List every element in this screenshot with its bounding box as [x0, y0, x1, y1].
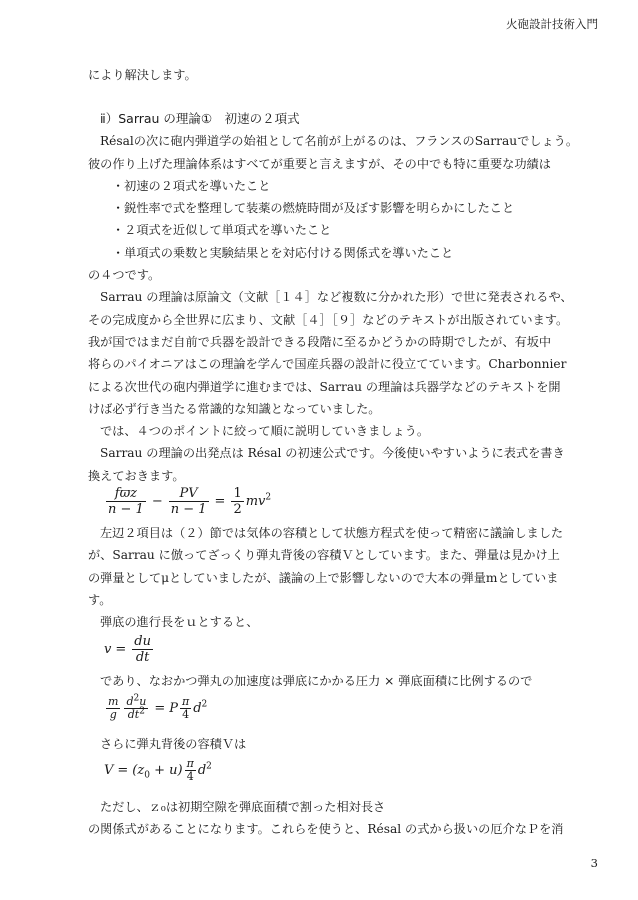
text-line: 換えておきます。	[88, 468, 185, 483]
text-line: Résalの次に砲内弾道学の始祖として名前が上がるのは、フランスのSarrauでしょう。	[100, 134, 579, 149]
text-line: 将らのパイオニアはこの理論を学んで国産兵器の設計に役立てています。Charbonnier	[88, 357, 567, 372]
text-line: では、４つのポイントに絞って順に説明していきましょう。	[100, 424, 430, 438]
text-line: Sarrau の理論は原論文（文献［１４］など複数に分かれた形）で世に発表されるや、	[100, 290, 573, 305]
paragraph	[88, 670, 558, 692]
equation-velocity: v = $\frac{du}{dt}$	[104, 634, 151, 665]
paragraph	[88, 796, 564, 841]
text-line: 彼の作り上げた理論体系はすべてが重要と言えますが、その中でも特に重要な功績は	[88, 156, 551, 171]
section-block	[88, 108, 579, 420]
text-line: ただし、ｚ₀は初期空隙を弾底面積で割った相対長さ	[100, 800, 386, 814]
text-line: の４つです。	[88, 268, 161, 283]
bullet-item: ・単項式の乗数と実験結果とを対応付ける関係式を導いたこと	[112, 245, 454, 260]
paragraph	[88, 733, 558, 755]
paragraph	[88, 420, 565, 487]
text-line: であり、なおかつ弾丸の加速度は弾底にかかる圧力 × 弾底面積に比例するので	[100, 674, 533, 688]
text-line: の関係式があることになります。これらを使うと、Résal の式から扱いの厄介なＰを消	[88, 822, 564, 837]
text-line: Sarrau の理論の出発点は Résal の初速公式です。今後使いやすいように表式を書き	[100, 446, 565, 461]
equation-volume: $V = (z_0 + u)$ $\frac{\pi}{4}$ $d^2$	[104, 757, 212, 783]
equation-resal: $\frac{\text{fϖz}}{n - 1}$ − $\frac{PV}{n - 1}$ = $\frac{1}{2}$ $mv^2$	[108, 486, 272, 517]
paragraph	[88, 522, 564, 633]
equation-acceleration: $\frac{m}{g}$ $\frac{d^2u}{dt^2}$ = P $\frac{\pi}{4}$ $d^2$	[108, 693, 208, 721]
bullet-item: ・初速の２項式を導いたこと	[112, 178, 271, 193]
running-header: 火砲設計技術入門	[506, 17, 598, 31]
text-line: により解決します。	[88, 68, 197, 82]
section-title: ⅱ）Sarrau の理論① 初速の２項式	[100, 111, 300, 126]
text-line: 弾底の進行長をｕとすると、	[100, 615, 259, 630]
text-line: さらに弾丸背後の容積Ｖは	[100, 737, 247, 751]
text-line: 我が国ではまだ自前で兵器を設計できる段階に至るかどうかの時期でしたが、有坂中	[88, 334, 552, 349]
text-line: けば必ず行き当たる常識的な知識となっていました。	[88, 401, 381, 416]
text-line: その完成度から全世界に広まり、文献［４］［９］などのテキストが出版されています。	[88, 312, 569, 327]
bullet-item: ・鋭性率で式を整理して装薬の燃焼時間が及ぼす影響を明らかにしたこと	[112, 201, 515, 216]
text-line: の弾量としてμとしていましたが、議論の上で影響しないので大本の弾量mとしていま	[88, 570, 559, 585]
text-line: による次世代の砲内弾道学に進むまでは、Sarrau の理論は兵器学などのテキストを開	[88, 379, 561, 394]
text-line: が、Sarrau に倣ってざっくり弾丸背後の容積Ｖとしています。また、弾量は見かけ上	[88, 548, 560, 563]
text-line: 左辺２項目は（２）節では気体の容積として状態方程式を使って精密に議論しました	[100, 526, 564, 540]
page-number: 3	[590, 856, 598, 870]
bullet-item: ・２項式を近似して単項式を導いたこと	[112, 223, 332, 238]
text-line: す。	[88, 592, 112, 607]
paragraph-continuation	[88, 64, 558, 86]
